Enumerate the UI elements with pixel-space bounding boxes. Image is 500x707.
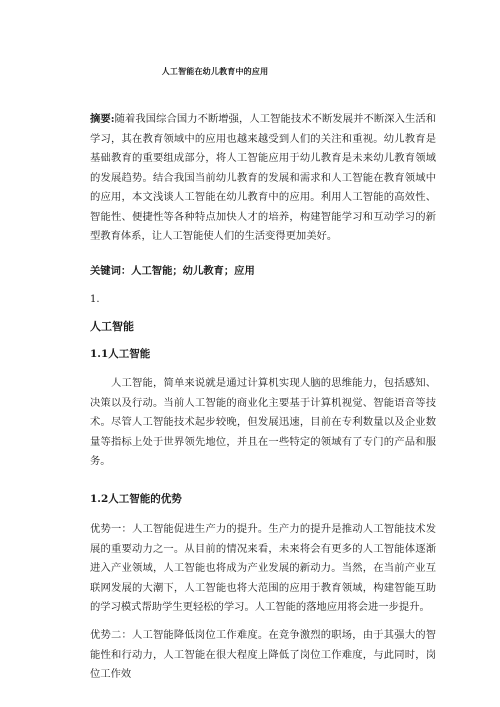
advantage-one-paragraph: 优势一：人工智能促进生产力的提升。生产力的提升是推动人工智能技术发展的重要动力之一。从目前的情况来看，未来将会有更多的人工智能体逐渐进入产业领域，人工智能也将成为产业发展的新动力。当然，在当前产业互联网发展的大潮下，人工智能也将大范围的应用于教育领域，构建智能互助的学习模式帮助学生更轻松的学习。人工智能的落地应用将会进一步提升。: [90, 523, 436, 613]
abstract-label: 摘要:: [90, 113, 115, 125]
section-number: 1.: [90, 294, 100, 305]
subsection-heading-1-1: 1.1人工智能: [90, 348, 151, 360]
advantage-two-paragraph: 优势二：人工智能降低岗位工作难度。在竞争激烈的职场，由于其强大的智能性和行动力，人工智能在很大程度上降低了岗位工作难度，与此同时，岗位工作效: [90, 629, 436, 680]
keywords-line: 关键词：人工智能；幼儿教育；应用: [90, 265, 255, 277]
abstract-text: 随着我国综合国力不断增强，人工智能技术不断发展并不断深入生活和学习，其在教育领域中的应用也越来越受到人们的关注和重视。幼儿教育是基础教育的重要组成部分，将人工智能应用于幼儿教育是未来幼儿教育领域的发展趋势。结合我国当前幼儿教育的发展和需求和人工智能在教育领域中的应用，本文浅谈人工智能在幼儿教育中的应用。利用人工智能的高效性、智能性、便捷性等各种特点加快人才的培养，构建智能学习和互动学习的新型教育体系，让人工智能使人们的生活变得更加美好。: [90, 113, 436, 242]
subsection-1-1-paragraph: 人工智能，简单来说就是通过计算机实现人脑的思维能力，包括感知、决策以及行动。当前人工智能的商业化主要基于计算机视觉、智能语音等技术。尽管人工智能技术起步较晚，但发展迅速，目前在专利数量以及企业数量等指标上处于世界领先地位，并且在一些特定的领域有了专门的产品和服务。: [90, 377, 436, 467]
section-heading: 人工智能: [90, 320, 134, 333]
abstract-paragraph: [90, 110, 436, 247]
subsection-heading-1-2: 1.2人工智能的优势: [90, 493, 182, 505]
document-title: 人工智能在幼儿教育中的应用: [161, 67, 269, 76]
